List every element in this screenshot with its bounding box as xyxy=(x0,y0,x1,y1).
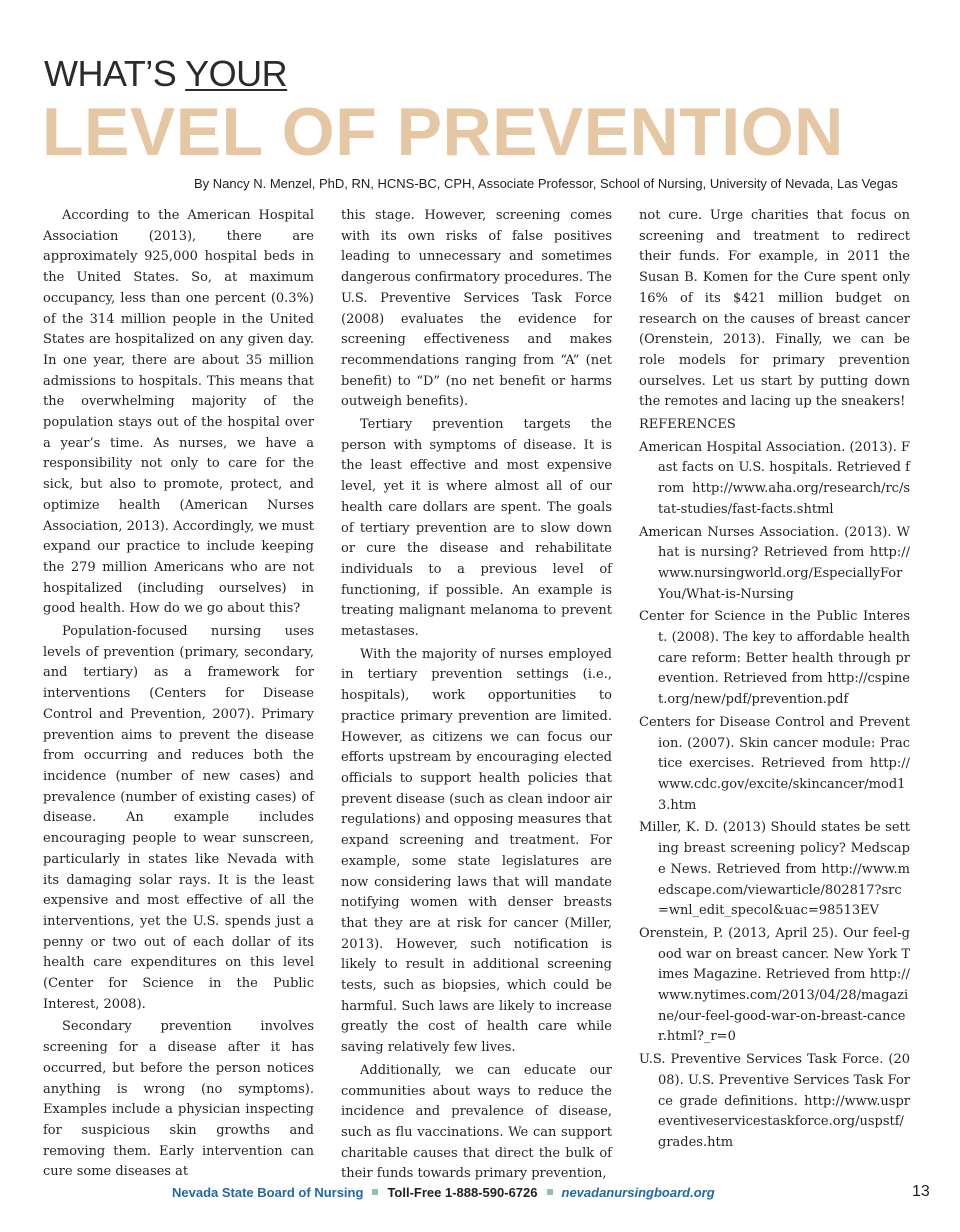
footer-phone: Toll-Free 1-888-590-6726 xyxy=(387,1185,538,1200)
paragraph: Secondary prevention involves screening for a disease after it has occurred, but before the person notices anything is wrong (no symptoms). Examples include a physician inspecting for suspicious skin growths and removing them. Early intervention can cure some diseases at xyxy=(43,1019,314,1180)
article-kicker xyxy=(44,54,287,94)
reference-item: Centers for Disease Control and Prevention. (2007). Skin cancer module: Practice exercises. Retrieved from http://www.cdc.gov/excite/skincancer/mod13.htm xyxy=(639,714,910,813)
text-column-3 xyxy=(639,206,910,1154)
paragraph: Tertiary prevention targets the person with symptoms of disease. It is the least effective and most expensive level, yet it is where almost all of our health care dollars are spent. The goals of tertiary prevention are to slow down or cure the disease and rehabilitate individuals to a previous level of functioning, if possible. An example is treating malignant melanoma to prevent metastases. xyxy=(341,417,612,640)
reference-item: American Hospital Association. (2013). Fast facts on U.S. hospitals. Retrieved from http://www.aha.org/research/rc/stat-studies/fast-facts.shtml xyxy=(639,439,911,517)
reference-item: American Nurses Association. (2013). What is nursing? Retrieved from http://www.nursingworld.org/EspeciallyForYou/What-is-Nursing xyxy=(639,524,910,602)
footer-org: Nevada State Board of Nursing xyxy=(172,1185,364,1200)
footer-bullet-icon xyxy=(547,1189,553,1195)
article-title: LEVEL OF PREVENTION xyxy=(42,94,844,170)
reference-item: Orenstein, P. (2013, April 25). Our feel-good war on breast cancer. New York Times Magazine. Retrieved from http://www.nytimes.com/2013/04/28/magazine/our-feel-good-war-on-breast-cancer.html?_r=0 xyxy=(639,925,910,1045)
paragraph: this stage. However, screening comes with its own risks of false positives leading to unnecessary and sometimes dangerous confirmatory procedures. The U.S. Preventive Services Task Force (2008) evaluates the evidence for screening effectiveness and makes recommendations ranging from “A” (net benefit) to “D” (no net benefit or harms outweigh benefits). xyxy=(341,208,612,410)
paragraph: With the majority of nurses employed in tertiary prevention settings (i.e., hospitals), work opportunities to practice primary prevention are limited. However, as citizens we can focus our efforts upstream by encouraging elected officials to support health policies that prevent disease (such as clean indoor air regulations) and opposing measures that expand screening and treatment. For example, some state legislatures are now considering laws that will mandate notifying women with denser breasts that they are at risk for cancer (Miller, 2013). However, such notification is likely to result in additional screening tests, such as biopsies, which could be harmful. Such laws are likely to increase greatly the cost of health care while saving relatively few lives. xyxy=(341,646,612,1056)
reference-item: U.S. Preventive Services Task Force. (2008). U.S. Preventive Services Task Force grade definitions. http://www.uspreventiveservicestaskforce.org/uspstf/grades.htm xyxy=(639,1052,910,1150)
text-column-2 xyxy=(341,206,612,1185)
kicker-prefix: WHAT’S xyxy=(44,53,186,94)
paragraph: According to the American Hospital Association (2013), there are approximately 925,000 hospital beds in the United States. So, at maximum occupancy, less than one percent (0.3%) of the 314 million people in the United States are hospitalized on any given day. In one year, there are about 35 million admissions to hospitals. This means that the overwhelming majority of the population stays out of the hospital over a year’s time. As nurses, we have a responsibility not only to care for the sick, but also to promote, protect, and optimize health (American Nurses Association, 2013). Accordingly, we must expand our practice to include keeping the 279 million Americans who are not hospitalized (including ourselves) in good health. How do we go about this? xyxy=(43,208,314,617)
page-number: 13 xyxy=(912,1183,930,1200)
footer-bullet-icon xyxy=(372,1189,378,1195)
references-heading: REFERENCES xyxy=(639,417,736,433)
paragraph: not cure. Urge charities that focus on screening and treatment to redirect their funds. For example, in 2011 the Susan B. Komen for the Cure spent only 16% of its $421 million budget on research on the causes of breast cancer (Orenstein, 2013). Finally, we can be role models for primary prevention ourselves. Let us start by putting down the remotes and lacing up the sneakers! xyxy=(639,208,910,410)
paragraph: Population-focused nursing uses levels of prevention (primary, secondary, and tertiary) as a framework for interventions (Centers for Disease Control and Prevention, 2007). Primary prevention aims to prevent the disease from occurring and reduces both the incidence (number of new cases) and prevalence (number of existing cases) of disease. An example includes encouraging people to wear sunscreen, particularly in states like Nevada with its damaging solar rays. It is the least expensive and most effective of all the interventions, yet the U.S. spends just a penny or two out of each dollar of its health care expenditures on this level (Center for Science in the Public Interest, 2008). xyxy=(43,624,314,1012)
reference-item: Center for Science in the Public Interest. (2008). The key to affordable health care reform: Better health through prevention. Retrieved from http://cspinet.org/new/pdf/prevention.pdf xyxy=(639,609,910,708)
reference-item: Miller, K. D. (2013) Should states be setting breast screening policy? Medscape News. Retrieved from http://www.medscape.com/viewarticle/802817?src=wnl_edit_specol&uac=98513EV xyxy=(639,820,910,919)
kicker-emphasis: YOUR xyxy=(185,53,288,94)
paragraph: Additionally, we can educate our communities about ways to reduce the incidence and prevalence of disease, such as flu vaccinations. We can support charitable causes that direct the bulk of their funds towards primary prevention, xyxy=(341,1062,612,1182)
page-footer xyxy=(172,1185,715,1200)
text-column-1 xyxy=(43,206,314,1183)
footer-website: nevadanursingboard.org xyxy=(561,1185,715,1200)
article-byline: By Nancy N. Menzel, PhD, RN, HCNS-BC, CPH, Associate Professor, School of Nursing, University of Nevada, Las Vegas xyxy=(194,176,898,191)
